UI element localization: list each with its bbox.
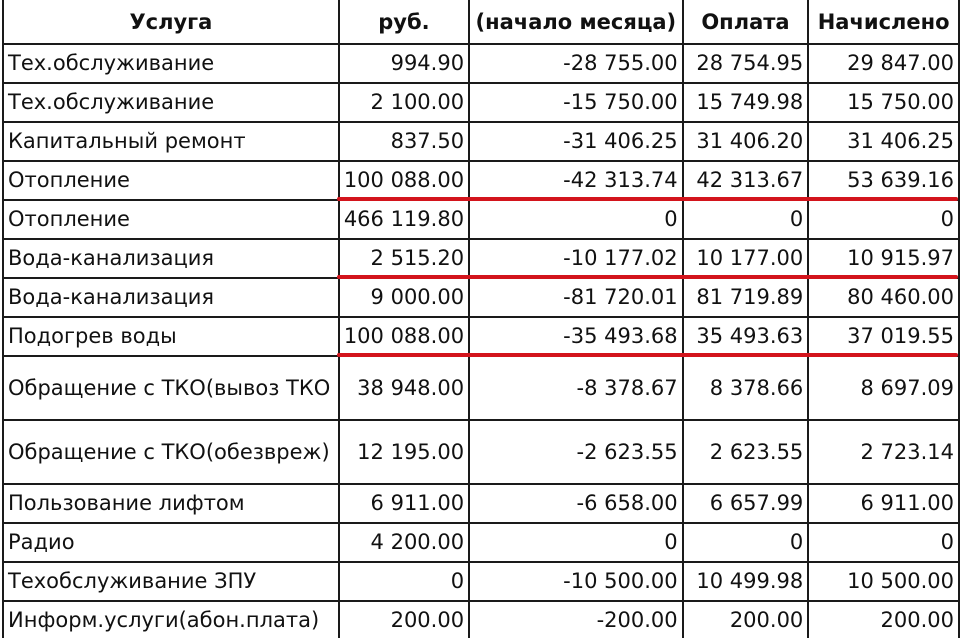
table-row: [3, 317, 959, 356]
cell-paid: 42 313.67: [683, 161, 809, 200]
charges-table: [2, 0, 960, 638]
table-row: [3, 420, 959, 484]
cell-charged: 2 723.14: [808, 420, 959, 484]
cell-tariff: 38 948.00: [339, 356, 469, 420]
cell-tariff: 2 515.20: [339, 239, 469, 278]
cell-name: Информ.услуги(абон.плата): [3, 601, 339, 638]
cell-balance: -10 177.02: [469, 239, 683, 278]
cell-charged: 37 019.55: [808, 317, 959, 356]
cell-charged: 6 911.00: [808, 484, 959, 523]
cell-paid: 10 177.00: [683, 239, 809, 278]
table-row: [3, 122, 959, 161]
cell-charged: 10 915.97: [808, 239, 959, 278]
cell-paid: 10 499.98: [683, 562, 809, 601]
cell-paid: 15 749.98: [683, 83, 809, 122]
cell-tariff: 12 195.00: [339, 420, 469, 484]
cell-tariff: 4 200.00: [339, 523, 469, 562]
header-paid: Оплата: [683, 0, 809, 44]
cell-name: Пользование лифтом: [3, 484, 339, 523]
cell-tariff: 200.00: [339, 601, 469, 638]
header-row: [3, 0, 959, 44]
cell-name: Тех.обслуживание: [3, 44, 339, 83]
cell-balance: -35 493.68: [469, 317, 683, 356]
table-row: [3, 562, 959, 601]
cell-paid: 6 657.99: [683, 484, 809, 523]
cell-tariff: 466 119.80: [339, 200, 469, 239]
table-row: [3, 44, 959, 83]
cell-balance: 0: [469, 523, 683, 562]
cell-name: Отопление: [3, 200, 339, 239]
cell-charged: 8 697.09: [808, 356, 959, 420]
cell-tariff: 100 088.00: [339, 161, 469, 200]
red-underline-mark: [337, 275, 958, 279]
cell-name: Вода-канализация: [3, 239, 339, 278]
cell-name: Капитальный ремонт: [3, 122, 339, 161]
cell-paid: 81 719.89: [683, 278, 809, 317]
header-tariff: руб.: [339, 0, 469, 44]
table-row: [3, 239, 959, 278]
table-row: [3, 601, 959, 638]
cell-charged: 29 847.00: [808, 44, 959, 83]
cell-paid: 200.00: [683, 601, 809, 638]
header-service: Услуга: [3, 0, 339, 44]
cell-tariff: 994.90: [339, 44, 469, 83]
cell-paid: 35 493.63: [683, 317, 809, 356]
cell-balance: 0: [469, 200, 683, 239]
cell-tariff: 0: [339, 562, 469, 601]
cell-charged: 200.00: [808, 601, 959, 638]
cell-balance: -42 313.74: [469, 161, 683, 200]
red-underline-mark: [337, 353, 958, 357]
cell-name: Техобслуживание ЗПУ: [3, 562, 339, 601]
cell-name: Обращение с ТКО(вывоз ТКО: [3, 356, 339, 420]
cell-paid: 8 378.66: [683, 356, 809, 420]
cell-tariff: 100 088.00: [339, 317, 469, 356]
cell-paid: 31 406.20: [683, 122, 809, 161]
cell-paid: 0: [683, 200, 809, 239]
cell-charged: 0: [808, 200, 959, 239]
table-row: [3, 356, 959, 420]
cell-charged: 0: [808, 523, 959, 562]
cell-charged: 80 460.00: [808, 278, 959, 317]
table-row: [3, 278, 959, 317]
cell-paid: 2 623.55: [683, 420, 809, 484]
cell-charged: 53 639.16: [808, 161, 959, 200]
cell-balance: -200.00: [469, 601, 683, 638]
cell-balance: -2 623.55: [469, 420, 683, 484]
cell-balance: -28 755.00: [469, 44, 683, 83]
header-balance: (начало месяца): [469, 0, 683, 44]
header-charged: Начислено: [808, 0, 959, 44]
red-underline-mark: [337, 197, 958, 201]
cell-balance: -8 378.67: [469, 356, 683, 420]
cell-name: Подогрев воды: [3, 317, 339, 356]
table-row: [3, 83, 959, 122]
table-row: [3, 161, 959, 200]
cell-charged: 10 500.00: [808, 562, 959, 601]
cell-balance: -10 500.00: [469, 562, 683, 601]
cell-charged: 15 750.00: [808, 83, 959, 122]
cell-tariff: 6 911.00: [339, 484, 469, 523]
cell-name: Отопление: [3, 161, 339, 200]
cell-balance: -81 720.01: [469, 278, 683, 317]
cell-balance: -6 658.00: [469, 484, 683, 523]
table-row: [3, 523, 959, 562]
cell-balance: -15 750.00: [469, 83, 683, 122]
cell-name: Радио: [3, 523, 339, 562]
cell-balance: -31 406.25: [469, 122, 683, 161]
cell-charged: 31 406.25: [808, 122, 959, 161]
table-body: [3, 44, 959, 638]
cell-paid: 0: [683, 523, 809, 562]
cell-name: Вода-канализация: [3, 278, 339, 317]
cell-tariff: 9 000.00: [339, 278, 469, 317]
cell-name: Обращение с ТКО(обезвреж): [3, 420, 339, 484]
table-row: [3, 484, 959, 523]
table-row: [3, 200, 959, 239]
cell-tariff: 837.50: [339, 122, 469, 161]
cell-paid: 28 754.95: [683, 44, 809, 83]
cell-name: Тех.обслуживание: [3, 83, 339, 122]
cell-tariff: 2 100.00: [339, 83, 469, 122]
